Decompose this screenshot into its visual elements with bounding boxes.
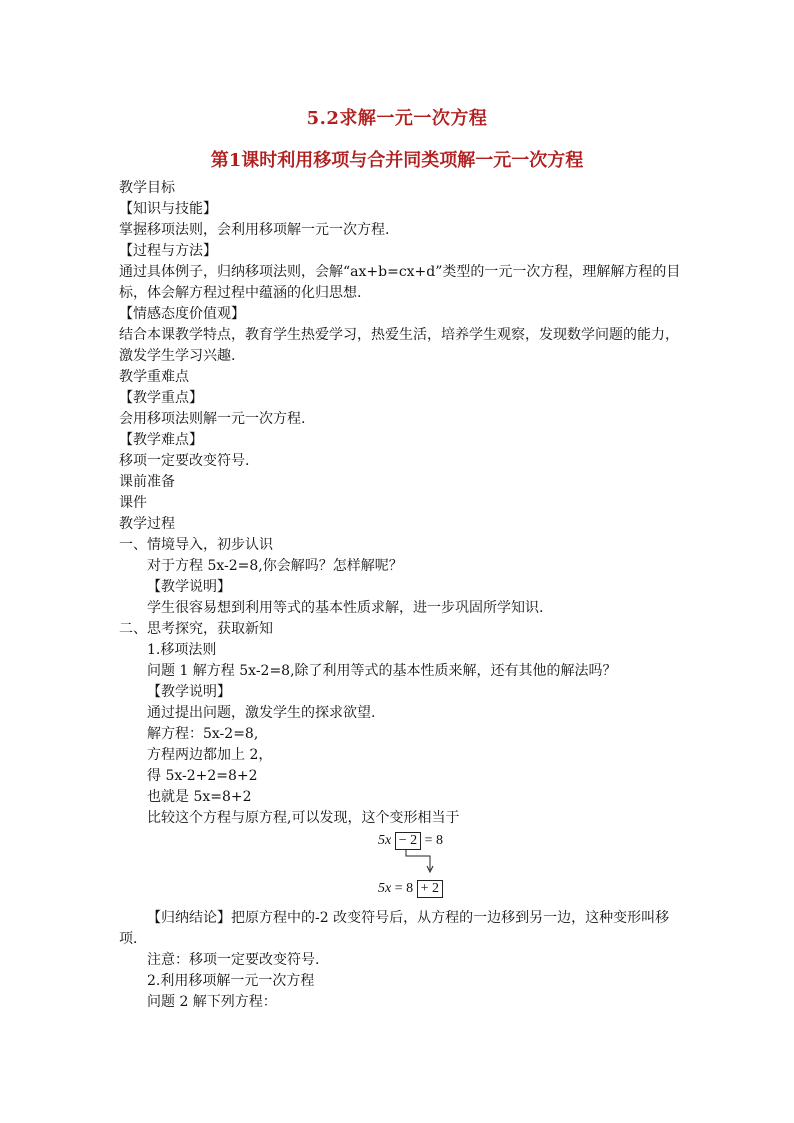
- text-line: 教学重难点: [119, 369, 189, 385]
- text-line: 结合本课教学特点，教育学生热爱学习，热爱生活，培养学生观察，发现数学问题的能力，: [119, 327, 679, 343]
- eq2-left: 5x: [378, 881, 392, 896]
- text-line: 【教学重点】: [119, 390, 203, 406]
- text-line: 【教学说明】: [147, 579, 231, 595]
- text-line: 课件: [119, 495, 147, 511]
- text-line: 移项一定要改变符号.: [119, 453, 250, 469]
- text-line: 问题 2 解下列方程：: [147, 994, 277, 1010]
- text-line: 1.移项法则: [147, 642, 217, 658]
- text-line: 解方程：5x-2=8,: [147, 726, 259, 742]
- text-line: 项.: [119, 931, 138, 947]
- text-line: 激发学生学习兴趣.: [119, 348, 236, 364]
- text-line: 会用移项法则解一元一次方程.: [119, 411, 306, 427]
- text-line: 【归纳结论】把原方程中的-2 改变符号后，从方程的一边移到另一边，这种变形叫移: [147, 910, 670, 926]
- text-line: 得 5x-2+2=8+2: [147, 768, 258, 784]
- text-line: 一、情境导入，初步认识: [119, 537, 273, 553]
- text-line: 比较这个方程与原方程,可以发现，这个变形相当于: [147, 810, 460, 826]
- eq1-right: = 8: [424, 833, 444, 848]
- text-line: 标，体会解方程过程中蕴涵的化归思想.: [119, 285, 362, 301]
- eq1-boxed-term: − 2: [395, 832, 421, 850]
- equation-transformed: [378, 880, 443, 898]
- text-line: 注意：移项一定要改变符号.: [147, 952, 320, 968]
- eq2-boxed-term: + 2: [417, 880, 443, 898]
- transposition-diagram: [370, 830, 450, 900]
- text-line: 【过程与方法】: [119, 243, 217, 259]
- page-subtitle: 第1课时利用移项与合并同类项解一元一次方程: [210, 150, 584, 171]
- text-line: 【教学说明】: [147, 684, 231, 700]
- text-line: 问题 1 解方程 5x-2=8,除了利用等式的基本性质来解，还有其他的解法吗？: [147, 663, 617, 679]
- text-line: 教学过程: [119, 516, 175, 532]
- text-line: 方程两边都加上 2，: [147, 747, 273, 763]
- text-line: 二、思考探究，获取新知: [119, 621, 273, 637]
- text-line: 通过提出问题，激发学生的探求欲望.: [147, 705, 376, 721]
- text-line: 【教学难点】: [119, 432, 203, 448]
- text-line: 也就是 5x=8+2: [147, 789, 252, 805]
- text-line: 掌握移项法则，会利用移项解一元一次方程.: [119, 222, 390, 238]
- eq2-mid: = 8: [394, 881, 414, 896]
- text-line: 教学目标: [119, 180, 175, 196]
- text-line: 【情感态度价值观】: [119, 306, 245, 322]
- page-title: 5.2求解一元一次方程: [306, 108, 488, 129]
- text-line: 2.利用移项解一元一次方程: [147, 973, 315, 989]
- eq1-left: 5x: [378, 833, 392, 848]
- text-line: 学生很容易想到利用等式的基本性质求解，进一步巩固所学知识.: [147, 600, 544, 616]
- text-line: 对于方程 5x-2=8,你会解吗？怎样解呢？: [147, 558, 403, 574]
- text-line: 课前准备: [119, 474, 175, 490]
- text-line: 通过具体例子，归纳移项法则，会解“ax+b=cx+d”类型的一元一次方程，理解解方程的目: [119, 264, 681, 280]
- text-line: 【知识与技能】: [119, 201, 217, 217]
